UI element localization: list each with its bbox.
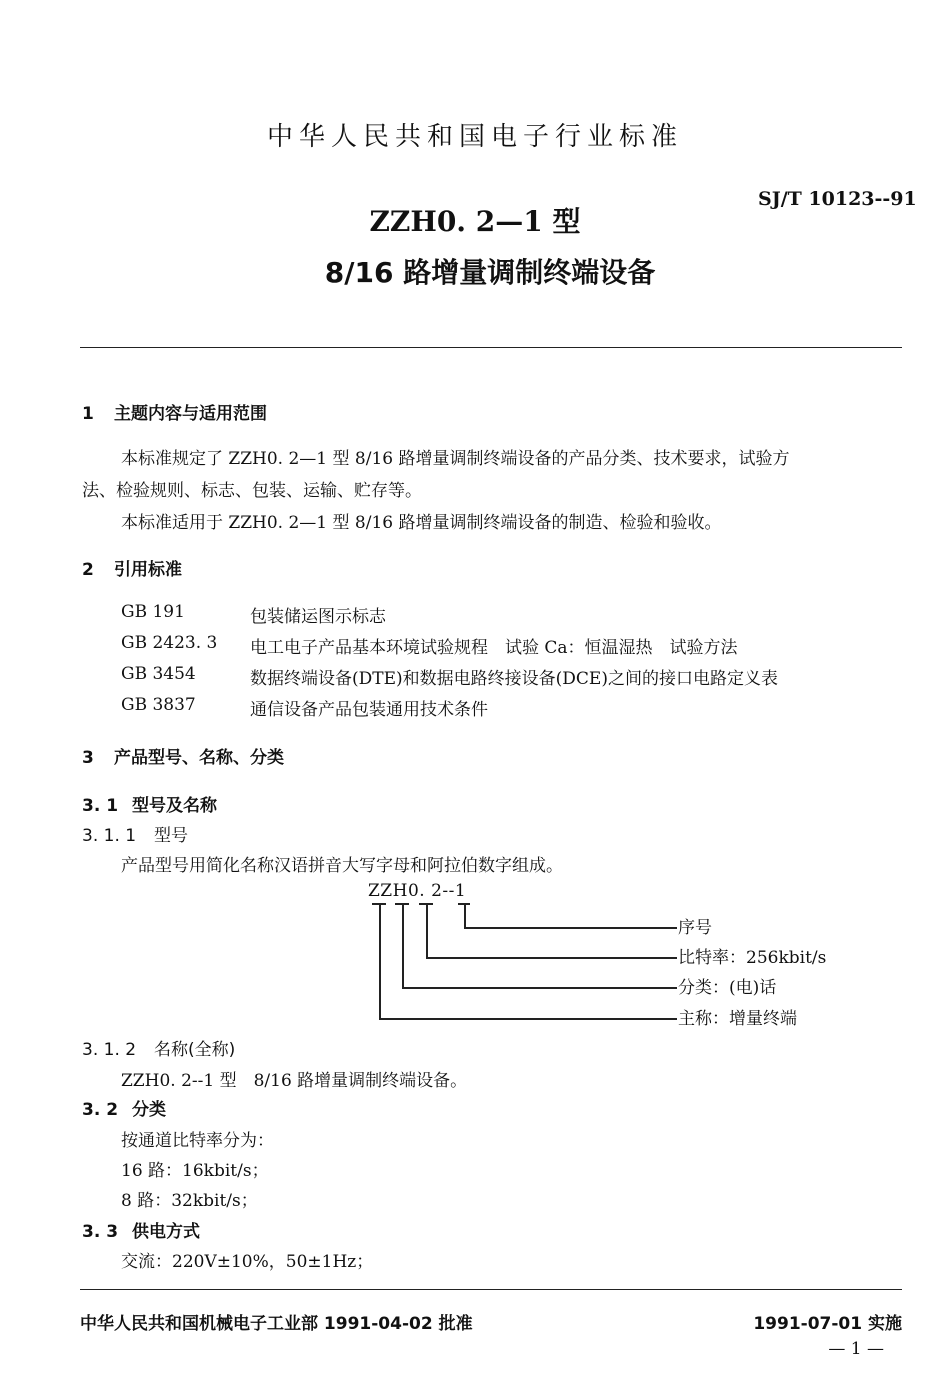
diagram-label-main-name: 主称：增量终端 xyxy=(678,1009,797,1029)
section-1-heading xyxy=(82,399,267,424)
effective-date: 1991-07-01 实施 xyxy=(753,1314,902,1334)
diagram-label-class: 分类：(电)话 xyxy=(678,978,777,998)
section-title: 主题内容与适用范围 xyxy=(114,404,267,424)
reference-title: 包装储运图示标志 xyxy=(250,607,386,627)
reference-title: 通信设备产品包装通用技术条件 xyxy=(250,700,488,720)
section-3-3-heading xyxy=(82,1217,200,1242)
section-title: 供电方式 xyxy=(132,1222,200,1242)
approval-statement: 中华人民共和国机械电子工业部 1991-04-02 批准 xyxy=(80,1314,473,1334)
reference-code: GB 3454 xyxy=(121,664,196,684)
section-3-2-heading xyxy=(82,1095,166,1120)
section-number: 1 xyxy=(82,404,94,424)
section-title: 型号 xyxy=(154,826,188,846)
section-number: 3. 1. 1 xyxy=(82,826,137,846)
section-number: 3. 3 xyxy=(82,1222,119,1242)
section-1-paragraph-1-line-1: 本标准规定了 ZZH0. 2—1 型 8/16 路增量调制终端设备的产品分类、技术要求，试验方 xyxy=(121,449,790,469)
section-number: 3 xyxy=(82,748,94,768)
classification-line: 16 路：16kbit/s； xyxy=(121,1161,269,1181)
section-number: 3. 2 xyxy=(82,1100,119,1120)
section-3-1-1-heading xyxy=(82,821,188,846)
standard-code: SJ/T 10123--91 xyxy=(758,188,917,210)
reference-title: 数据终端设备(DTE)和数据电路终接设备(DCE)之间的接口电路定义表 xyxy=(250,669,778,689)
section-number: 2 xyxy=(82,560,94,580)
section-3-1-1-text: 产品型号用简化名称汉语拼音大写字母和阿拉伯数字组成。 xyxy=(121,856,563,876)
footer-divider xyxy=(80,1289,902,1290)
diagram-label-bitrate: 比特率：256kbit/s xyxy=(678,948,827,968)
document-title-line1: ZZH0. 2—1 型 xyxy=(369,205,581,238)
section-title: 分类 xyxy=(132,1100,166,1120)
section-title: 型号及名称 xyxy=(132,796,217,816)
reference-title: 电工电子产品基本环境试验规程 试验 Ca：恒温湿热 试验方法 xyxy=(250,638,738,658)
section-3-1-2-text: ZZH0. 2--1 型 8/16 路增量调制终端设备。 xyxy=(121,1071,468,1091)
document-title-line2: 8/16 路增量调制终端设备 xyxy=(324,256,656,289)
diagram-label-serial: 序号 xyxy=(678,918,712,938)
section-3-1-2-heading xyxy=(82,1035,235,1060)
header-divider xyxy=(80,347,902,348)
reference-code: GB 191 xyxy=(121,602,185,622)
section-1-paragraph-1-line-2: 法、检验规则、标志、包装、运输、贮存等。 xyxy=(82,481,422,501)
page-number: — 1 — xyxy=(828,1339,884,1359)
standard-type-heading: 中华人民共和国电子行业标准 xyxy=(266,122,683,152)
section-title: 产品型号、名称、分类 xyxy=(114,748,284,768)
section-title: 名称(全称) xyxy=(154,1040,236,1060)
section-number: 3. 1. 2 xyxy=(82,1040,137,1060)
section-title: 引用标准 xyxy=(114,560,182,580)
section-1-paragraph-2: 本标准适用于 ZZH0. 2—1 型 8/16 路增量调制终端设备的制造、检验和验收。 xyxy=(121,513,722,533)
section-3-heading xyxy=(82,743,284,768)
diagram-model-code: ZZH0. 2--1 xyxy=(368,881,467,901)
section-2-heading xyxy=(82,555,182,580)
classification-line: 按通道比特率分为： xyxy=(121,1131,274,1151)
section-3-1-heading xyxy=(82,791,217,816)
classification-line: 8 路：32kbit/s； xyxy=(121,1191,258,1211)
reference-code: GB 2423. 3 xyxy=(121,633,218,653)
reference-code: GB 3837 xyxy=(121,695,196,715)
section-3-3-text: 交流：220V±10%，50±1Hz； xyxy=(121,1252,374,1272)
section-number: 3. 1 xyxy=(82,796,119,816)
